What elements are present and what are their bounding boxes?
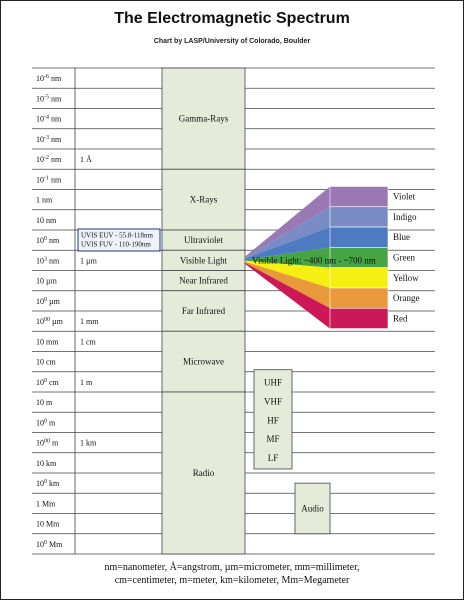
wavelength-label-5: $10^{-1}$ nm	[36, 175, 62, 185]
color-swatch-yellow	[330, 268, 388, 288]
footer-line-2: cm=centimeter, m=meter, km=kilometer, Mm=Megameter	[114, 575, 350, 586]
visible-range-label: Visible Light: ~400 nm - ~700 nm	[252, 255, 376, 266]
wavelength-label-2: $10^{-4}$ nm	[36, 114, 62, 124]
equivalent-label: 1 mm	[80, 317, 99, 327]
wavelength-label-9: $10^3$ nm	[36, 256, 60, 266]
color-label-green: Green	[393, 252, 415, 263]
color-swatch-orange	[330, 288, 388, 308]
wavelength-label-17: $10^0$ m	[36, 418, 56, 428]
equivalent-label: 1 m	[80, 377, 93, 387]
wavelength-label-4: $10^{-2}$ nm	[36, 155, 62, 165]
wavelength-label-14: 10 cm	[36, 357, 56, 367]
wavelength-label-11: $10^0$ µm	[36, 296, 60, 306]
radio-subband-hf: HF	[267, 415, 279, 426]
band-label: Microwave	[183, 356, 224, 367]
color-label-red: Red	[393, 313, 408, 324]
radio-subband-vhf: VHF	[263, 396, 283, 407]
equivalent-label: 1 cm	[80, 337, 96, 347]
color-label-yellow: Yellow	[393, 272, 419, 283]
equivalent-label: 1 µm	[80, 256, 97, 266]
wavelength-label-3: $10^{-3}$ nm	[36, 134, 62, 144]
wavelength-label-18: $10^{00}$ m	[36, 438, 59, 448]
footer-line-1: nm=nanometer, Å=angstrom, µm=micrometer, mm=millimeter,	[104, 562, 360, 573]
band-label: Ultraviolet	[184, 235, 223, 246]
color-swatch-indigo	[330, 207, 388, 227]
band-label: Far Infrared	[181, 306, 226, 316]
radio-subband-uhf: UHF	[263, 377, 283, 388]
band-label: Visible Light	[179, 255, 228, 266]
wavelength-label-22: 10 Mm	[36, 519, 60, 529]
wavelength-label-19: 10 km	[36, 458, 57, 468]
wavelength-label-7: 10 nm	[36, 215, 57, 225]
band-label: X-Rays	[189, 194, 218, 205]
wavelength-label-0: $10^{-6}$ nm	[36, 74, 62, 84]
wavelength-label-23: $10^0$ Mm	[36, 539, 63, 549]
band-label: Radio	[192, 468, 215, 478]
wavelength-label-21: 1 Mm	[36, 499, 56, 509]
color-swatch-red	[330, 308, 388, 328]
band-label: Gamma-Rays	[178, 113, 229, 124]
band-label: Near Infrared	[179, 275, 228, 286]
color-label-indigo: Indigo	[393, 211, 417, 222]
wavelength-label-16: 10 m	[36, 398, 53, 408]
color-swatch-violet	[330, 186, 388, 206]
wavelength-label-1: $10^{-5}$ nm	[36, 94, 62, 104]
radio-subband-lf: LF	[267, 452, 279, 463]
color-label-orange: Orange	[393, 293, 420, 304]
wavelength-label-13: 10 mm	[36, 337, 59, 347]
radio-subband-mf: MF	[266, 434, 280, 445]
uvis-note-0: UVIS EUV - 55.8-118nm	[81, 231, 153, 240]
color-swatch-blue	[330, 227, 388, 247]
wavelength-label-6: 1 nm	[36, 195, 53, 205]
color-label-blue: Blue	[393, 232, 410, 243]
chart-credit: Chart by LASP/University of Colorado, Boulder	[153, 38, 311, 45]
wavelength-label-15: $10^0$ cm	[36, 377, 59, 387]
page-title: The Electromagnetic Spectrum	[114, 10, 350, 27]
equivalent-label: 1 km	[80, 438, 97, 448]
wavelength-label-20: $10^0$ km	[36, 479, 60, 489]
equivalent-label: 1 Å	[80, 155, 92, 165]
wavelength-label-12: $10^{00}$ µm	[36, 317, 63, 327]
audio-label: Audio	[301, 503, 324, 514]
color-label-violet: Violet	[393, 191, 415, 202]
uvis-note-1: UVIS FUV - 110-190nm	[81, 240, 151, 249]
wavelength-label-8: $10^0$ nm	[36, 236, 60, 246]
wavelength-label-10: 10 µm	[36, 276, 57, 286]
